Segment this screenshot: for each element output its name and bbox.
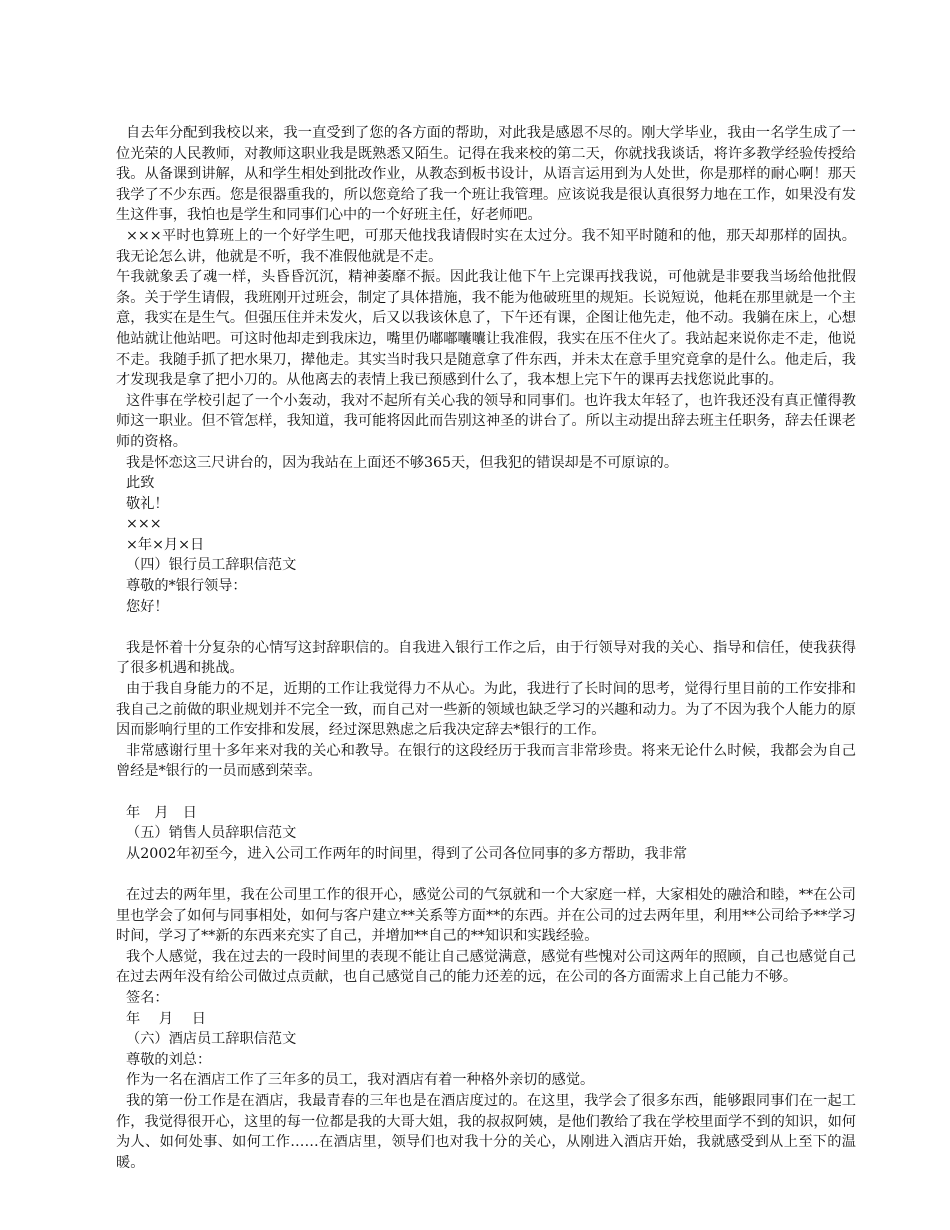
paragraph: 敬礼！ <box>126 495 169 512</box>
paragraph: 午我就象丢了魂一样，头昏昏沉沉，精神萎靡不振。因此我让他下午上完课再找我说，可他就是非要我当场给他批假条。关于学生请假，我班刚开过班会，制定了具体措施，我不能为他破班里的规矩。长说短说，他耗在那里就是一个主意，我实在是生气。但强压住并未发火，后又以我该休息了，下午还有课，企图让他先走，他不动。我躺在床上，心想他站就让他站吧。可这时他却走到我床边，嘴里仍嘟嘟囔囔让我准假，我实在压不住火了。我站起来说你走不走，他说不走。我随手抓了把水果刀，撵他走。其实当时我只是随意拿了件东西，并未太在意手里究竟拿的是什么。他走后，我才发现我是拿了把小刀的。从他离去的表情上我已预感到什么了，我本想上完下午的课再去找您说此事的。 <box>116 269 856 389</box>
paragraph: 我个人感觉，我在过去的一段时间里的表现不能让自己感觉满意，感觉有些愧对公司这两年的照顾，自己也感觉自己在过去两年没有给公司做过点贡献，也自己感觉自己的能力还差的远，在公司的各方面需求上自己能力不够。 <box>116 948 856 986</box>
paragraph: 这件事在学校引起了一个小轰动，我对不起所有关心我的领导和同事们。也许我太年轻了，也许我还没有真正懂得教师这一职业。但不管怎样，我知道，我可能将因此而告别这神圣的讲台了。所以主动提出辞去班主任职务，辞去任课老师的资格。 <box>116 392 856 450</box>
paragraph: 此致 <box>126 475 155 492</box>
paragraph: ××× <box>126 516 162 533</box>
blank-line <box>116 782 856 803</box>
paragraph: 我是怀恋这三尺讲台的，因为我站在上面还不够365天，但我犯的错误却是不可原谅的。 <box>126 454 679 471</box>
paragraph: （五）销售人员辞职信范文 <box>126 825 297 842</box>
paragraph: ×年×月×日 <box>126 536 205 553</box>
paragraph: 非常感谢行里十多年来对我的关心和教导。在银行的这段经历于我而言非常珍贵。将来无论什么时候，我都会为自己曾经是*银行的一员而感到荣幸。 <box>116 742 856 780</box>
blank-line <box>116 864 856 885</box>
blank-line <box>116 617 856 638</box>
paragraph: （四）银行员工辞职信范文 <box>126 557 297 574</box>
paragraph: 尊敬的*银行领导： <box>126 578 247 595</box>
paragraph: 年 月 日 <box>126 1010 206 1027</box>
paragraph: 您好！ <box>126 598 169 615</box>
paragraph: 由于我自身能力的不足，近期的工作让我觉得力不从心。为此，我进行了长时间的思考，觉得行里目前的工作安排和我自己之前做的职业规划并不完全一致，而自己对一些新的领域也缺乏学习的兴趣和动力。为了不因为我个人能力的原因而影响行里的工作安排和发展，经过深思熟虑之后我决定辞去*银行的工作。 <box>116 681 856 739</box>
paragraph: 尊敬的刘总： <box>126 1051 212 1068</box>
paragraph: （六）酒店员工辞职信范文 <box>126 1031 297 1048</box>
document-body <box>116 123 856 1173</box>
paragraph: 自去年分配到我校以来，我一直受到了您的各方面的帮助，对此我是感恩不尽的。刚大学毕业，我由一名学生成了一位光荣的人民教师，对教师这职业我是既熟悉又陌生。记得在我来校的第二天，你就找我谈话，将许多教学经验传授给我。从备课到讲解，从和学生相处到批改作业，从教态到板书设计，从语言运用到为人处世，你是那样的耐心啊！那天我学了不少东西。您是很器重我的，所以您竟给了我一个班让我管理。应该说我是很认真很努力地在工作，如果没有发生这件事，我怕也是学生和同事们心中的一个好班主任，好老师吧。 <box>116 125 856 224</box>
paragraph: 在过去的两年里，我在公司里工作的很开心，感觉公司的气氛就和一个大家庭一样，大家相处的融洽和睦，**在公司里也学会了如何与同事相处，如何与客户建立**关系等方面**的东西。并在公司的过去两年里，利用**公司给予**学习时间，学习了**新的东西来充实了自己，并增加**自己的**知识和实践经验。 <box>116 886 856 945</box>
paragraph: 年 月 日 <box>126 804 197 821</box>
paragraph: 从2002年初至今，进入公司工作两年的时间里，得到了公司各位同事的多方帮助，我非常 <box>126 845 688 862</box>
paragraph: ×××平时也算班上的一个好学生吧，可那天他找我请假时实在太过分。我不知平时随和的他，那天却那样的固执。我无论怎么讲，他就是不听，我不准假他就是不走。 <box>116 227 856 265</box>
paragraph: 签名： <box>126 989 169 1006</box>
paragraph: 作为一名在酒店工作了三年多的员工，我对酒店有着一种格外亲切的感觉。 <box>126 1072 595 1089</box>
paragraph: 我的第一份工作是在酒店，我最青春的三年也是在酒店度过的。在这里，我学会了很多东西，能够跟同事们在一起工作，我觉得很开心，这里的每一位都是我的大哥大姐，我的叔叔阿姨，是他们教给了我在学校里面学不到的知识，如何为人、如何处事、如何工作……在酒店里，领导们也对我十分的关心，从刚进入酒店开始，我就感受到从上至下的温暖。 <box>116 1092 856 1171</box>
paragraph: 我是怀着十分复杂的心情写这封辞职信的。自我进入银行工作之后，由于行领导对我的关心、指导和信任，使我获得了很多机遇和挑战。 <box>116 639 856 677</box>
